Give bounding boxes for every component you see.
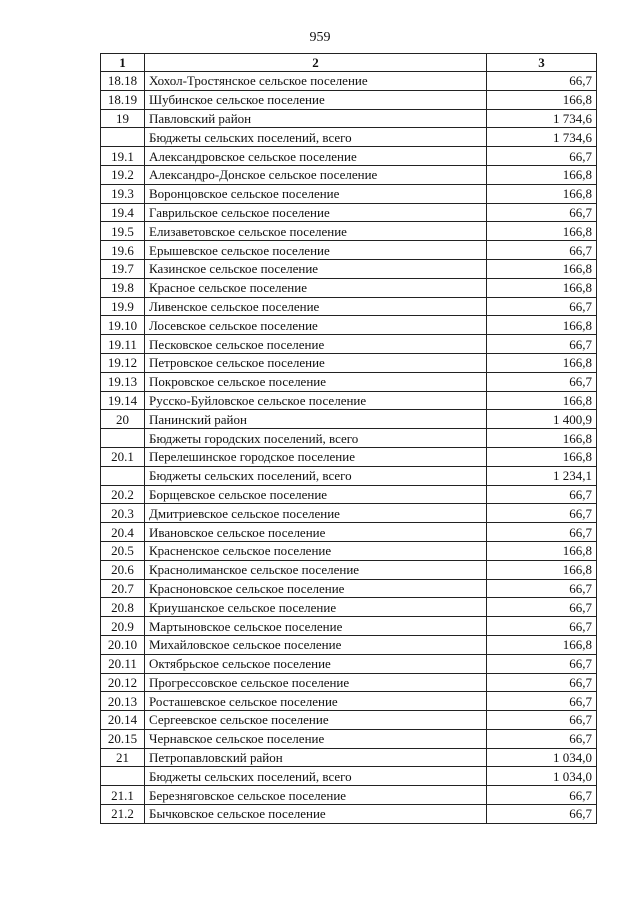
row-name: Елизаветовское сельское поселение [145,222,487,241]
table-row [101,523,597,542]
row-value: 166,8 [487,184,597,203]
row-number: 19.12 [101,353,145,372]
row-value: 66,7 [487,711,597,730]
table-row [101,786,597,805]
row-number: 20.3 [101,504,145,523]
row-value: 66,7 [487,372,597,391]
row-value: 66,7 [487,523,597,542]
table-row [101,466,597,485]
table-row [101,165,597,184]
table-row [101,72,597,91]
row-value: 166,8 [487,259,597,278]
row-name: Петропавловский район [145,748,487,767]
row-value: 66,7 [487,147,597,166]
table-row [101,673,597,692]
row-number: 19.9 [101,297,145,316]
table-row [101,222,597,241]
row-number: 20 [101,410,145,429]
table-row [101,429,597,448]
row-number: 20.11 [101,654,145,673]
row-name: Красноновское сельское поселение [145,579,487,598]
table-row [101,579,597,598]
row-number: 18.18 [101,72,145,91]
row-number: 19.14 [101,391,145,410]
row-value: 166,8 [487,541,597,560]
row-number [101,429,145,448]
row-number: 19 [101,109,145,128]
row-number: 20.1 [101,447,145,466]
row-number: 19.7 [101,259,145,278]
row-name: Панинский район [145,410,487,429]
row-name: Воронцовское сельское поселение [145,184,487,203]
table-row [101,504,597,523]
table-row [101,767,597,786]
row-value: 166,8 [487,165,597,184]
table-row [101,90,597,109]
table-row [101,410,597,429]
row-name: Ливенское сельское поселение [145,297,487,316]
row-name: Песковское сельское поселение [145,335,487,354]
row-value: 66,7 [487,729,597,748]
table-header-row [101,54,597,72]
row-number: 19.11 [101,335,145,354]
table-row [101,617,597,636]
table-row [101,241,597,260]
table-row [101,711,597,730]
row-name: Бюджеты городских поселений, всего [145,429,487,448]
table-row [101,372,597,391]
row-value: 66,7 [487,654,597,673]
row-name: Покровское сельское поселение [145,372,487,391]
table-row [101,391,597,410]
row-name: Сергеевское сельское поселение [145,711,487,730]
row-name: Бюджеты сельских поселений, всего [145,466,487,485]
row-name: Красненское сельское поселение [145,541,487,560]
row-number: 19.13 [101,372,145,391]
table-row [101,109,597,128]
row-number: 20.5 [101,541,145,560]
row-number: 19.1 [101,147,145,166]
row-name: Дмитриевское сельское поселение [145,504,487,523]
row-name: Росташевское сельское поселение [145,692,487,711]
row-value: 66,7 [487,203,597,222]
row-name: Ерышевское сельское поселение [145,241,487,260]
table-row [101,748,597,767]
row-value: 1 234,1 [487,466,597,485]
column-header-number: 1 [101,54,145,72]
row-number: 20.4 [101,523,145,542]
row-name: Красное сельское поселение [145,278,487,297]
row-value: 66,7 [487,241,597,260]
row-value: 166,8 [487,391,597,410]
table-row [101,485,597,504]
row-value: 1 034,0 [487,748,597,767]
row-value: 66,7 [487,673,597,692]
table-row [101,278,597,297]
row-number: 20.15 [101,729,145,748]
row-value: 1 734,6 [487,128,597,147]
row-name: Мартыновское сельское поселение [145,617,487,636]
table-row [101,184,597,203]
row-name: Петровское сельское поселение [145,353,487,372]
row-value: 166,8 [487,635,597,654]
row-value: 66,7 [487,786,597,805]
row-number: 20.2 [101,485,145,504]
row-value: 66,7 [487,692,597,711]
row-name: Борщевское сельское поселение [145,485,487,504]
row-value: 66,7 [487,598,597,617]
table-row [101,147,597,166]
row-number: 19.6 [101,241,145,260]
row-name: Александровское сельское поселение [145,147,487,166]
table-row [101,654,597,673]
page-number: 959 [309,30,331,45]
table-row [101,297,597,316]
row-number: 20.13 [101,692,145,711]
row-name: Криушанское сельское поселение [145,598,487,617]
column-header-value: 3 [487,54,597,72]
table-row [101,353,597,372]
row-number: 19.5 [101,222,145,241]
row-value: 166,8 [487,447,597,466]
row-number: 18.19 [101,90,145,109]
row-name: Чернавское сельское поселение [145,729,487,748]
table-row [101,203,597,222]
row-value: 166,8 [487,560,597,579]
table-row [101,128,597,147]
table-row [101,635,597,654]
row-number: 20.8 [101,598,145,617]
row-name: Ивановское сельское поселение [145,523,487,542]
row-name: Александро-Донское сельское поселение [145,165,487,184]
row-value: 66,7 [487,297,597,316]
row-name: Бюджеты сельских поселений, всего [145,767,487,786]
row-name: Павловский район [145,109,487,128]
row-number: 19.8 [101,278,145,297]
row-number: 20.12 [101,673,145,692]
row-number: 19.4 [101,203,145,222]
table-row [101,335,597,354]
row-value: 66,7 [487,335,597,354]
row-value: 66,7 [487,579,597,598]
table-row [101,692,597,711]
column-header-name: 2 [145,54,487,72]
row-name: Казинское сельское поселение [145,259,487,278]
row-value: 66,7 [487,72,597,91]
row-number: 20.10 [101,635,145,654]
row-name: Краснолиманское сельское поселение [145,560,487,579]
row-number: 21 [101,748,145,767]
row-value: 66,7 [487,504,597,523]
table-row [101,560,597,579]
table-row [101,729,597,748]
row-name: Октябрьское сельское поселение [145,654,487,673]
row-name: Перелешинское городское поселение [145,447,487,466]
budget-table [100,53,597,824]
row-number: 19.3 [101,184,145,203]
row-number: 20.6 [101,560,145,579]
row-number: 19.10 [101,316,145,335]
row-name: Хохол-Тростянское сельское поселение [145,72,487,91]
row-name: Русско-Буйловское сельское поселение [145,391,487,410]
row-value: 66,7 [487,617,597,636]
row-value: 1 034,0 [487,767,597,786]
row-number: 19.2 [101,165,145,184]
row-value: 166,8 [487,278,597,297]
row-number [101,767,145,786]
row-number [101,128,145,147]
row-value: 66,7 [487,485,597,504]
row-number: 20.14 [101,711,145,730]
row-number: 20.7 [101,579,145,598]
row-number [101,466,145,485]
table-row [101,805,597,824]
row-name: Лосевское сельское поселение [145,316,487,335]
row-name: Березняговское сельское поселение [145,786,487,805]
row-value: 166,8 [487,90,597,109]
row-number: 21.1 [101,786,145,805]
row-number: 21.2 [101,805,145,824]
row-value: 166,8 [487,429,597,448]
table-row [101,259,597,278]
row-name: Бюджеты сельских поселений, всего [145,128,487,147]
table-row [101,447,597,466]
row-number: 20.9 [101,617,145,636]
row-name: Шубинское сельское поселение [145,90,487,109]
row-value: 166,8 [487,222,597,241]
table-row [101,541,597,560]
table-row [101,316,597,335]
row-value: 1 734,6 [487,109,597,128]
row-value: 166,8 [487,353,597,372]
row-value: 166,8 [487,316,597,335]
row-name: Михайловское сельское поселение [145,635,487,654]
row-value: 66,7 [487,805,597,824]
row-name: Бычковское сельское поселение [145,805,487,824]
row-name: Гаврильское сельское поселение [145,203,487,222]
row-name: Прогрессовское сельское поселение [145,673,487,692]
table-row [101,598,597,617]
row-value: 1 400,9 [487,410,597,429]
